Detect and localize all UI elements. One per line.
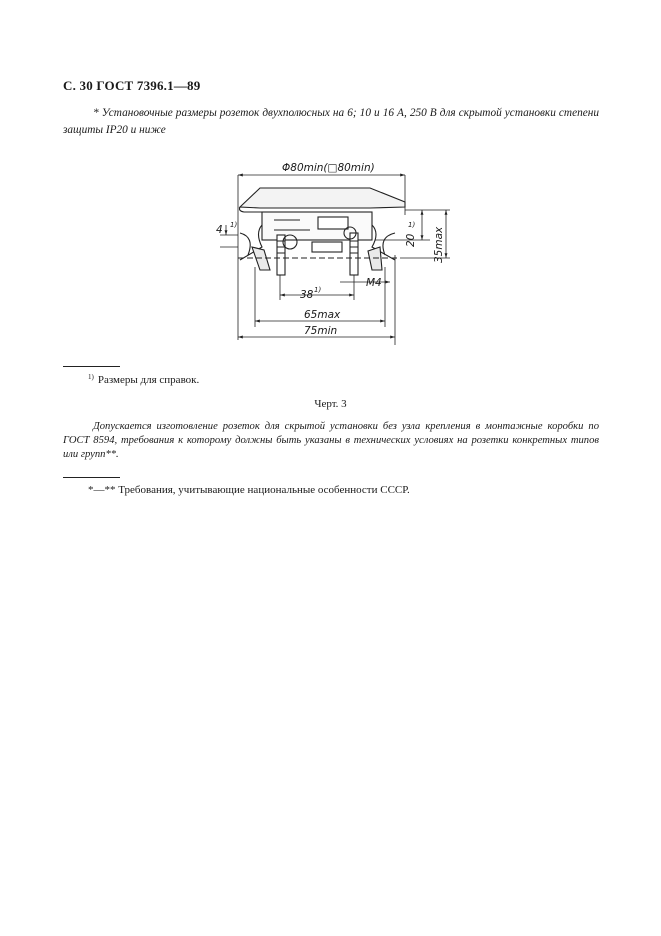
figure-caption: Черт. 3 — [314, 398, 347, 410]
footnote-text: Размеры для справок. — [97, 374, 200, 386]
diameter-label: Φ80min(□80min) — [282, 162, 375, 174]
footnote-rule — [63, 366, 120, 367]
dim-20-label: 20 — [405, 233, 417, 247]
dim-4-label: 4 — [216, 224, 223, 236]
dim-35-label: 35max — [433, 226, 445, 263]
footnote-mark: 1) — [88, 373, 94, 381]
footnote2-rule — [63, 477, 120, 478]
dim-38-label: 38 — [300, 289, 314, 301]
dim-20-footnote-mark: 1) — [408, 221, 416, 229]
page-header: С. 30 ГОСТ 7396.1—89 — [63, 78, 201, 93]
body-paragraph: Допускается изготовление розеток для скрытой установки без узла крепления в монтажные коробки по ГОСТ 8594, требования к которому должны быть указаны в технических условиях на розетки конкретных типов или групп**. — [63, 421, 599, 460]
socket-technical-drawing — [200, 155, 470, 345]
dim-75-label: 75min — [304, 325, 338, 337]
footnote-national: *—** Требования, учитывающие национальные особенности СССР. — [88, 484, 410, 496]
dim-38-footnote-mark: 1) — [314, 286, 322, 294]
installation-note: * Установочные размеры розеток двухполюсных на 6; 10 и 16 А, 250 В для скрытой установки степени защиты IP20 и ниже — [63, 107, 599, 136]
dim-65-label: 65max — [304, 309, 341, 321]
footnote-reference — [88, 373, 199, 386]
dim-4-footnote-mark: 1) — [230, 221, 238, 229]
dim-m4-label: M4 — [366, 277, 382, 289]
